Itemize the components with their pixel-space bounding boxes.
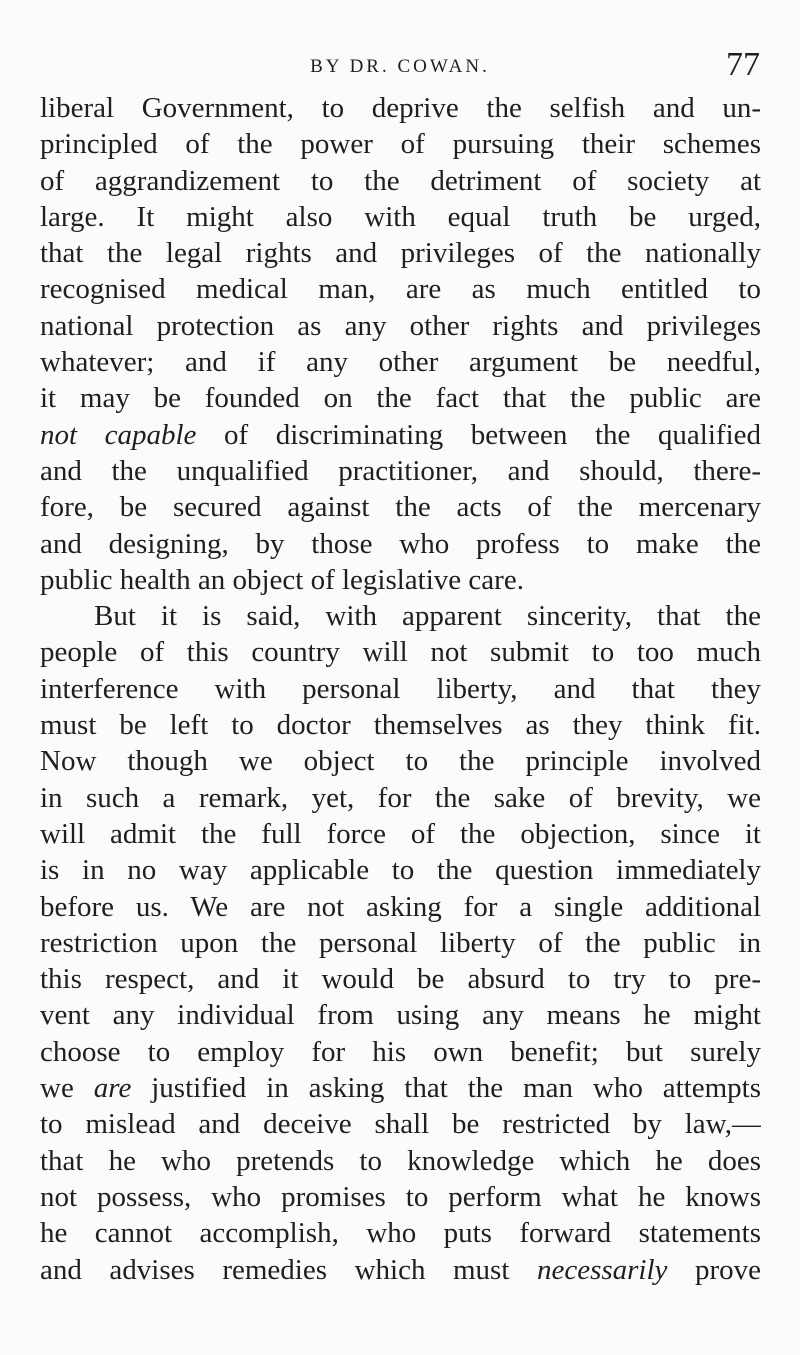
text-line: is in no way applicable to the question immediately [40,854,761,887]
italic-phrase: are [93,1072,132,1105]
text-line: Now though we object to the principle involved [40,745,761,778]
text-line: recognised medical man, are as much entitled to [40,273,761,306]
text-line: it may be founded on the fact that the public are [40,382,761,415]
text-line: choose to employ for his own benefit; but surely [40,1035,761,1068]
text-line: in such a remark, yet, for the sake of brevity, we [40,781,761,814]
text-line: to mislead and deceive shall be restricted by law,— [40,1108,761,1141]
line-text: and advises remedies which must [40,1253,537,1286]
body-text [40,90,761,1288]
line-text: of discriminating between the qualified [196,418,761,451]
text-line: this respect, and it would be absurd to try to pre- [40,963,761,996]
text-line: he cannot accomplish, who puts forward statements [40,1217,761,1250]
text-line: and designing, by those who profess to make the [40,527,761,560]
page-number: 77 [726,46,760,83]
text-line: people of this country will not submit to too much [40,636,761,669]
line-text: we [40,1072,94,1105]
text-line: before us. We are not asking for a single additional [40,890,761,923]
text-line: interference with personal liberty, and that they [40,672,761,705]
text-line: restriction upon the personal liberty of the public in [40,926,761,959]
text-line: public health an object of legislative care. [40,563,524,596]
text-line: national protection as any other rights and privileges [40,309,761,342]
paragraph-start: But it is said, with apparent sincerity, that the [94,600,761,633]
text-line: liberal Government, to deprive the selfish and un- [40,92,761,124]
text-line: that the legal rights and privileges of the nationally [40,237,761,270]
italic-phrase: necessarily [536,1253,668,1286]
text-line [40,1070,761,1106]
text-line: vent any individual from using any means he might [40,999,761,1032]
text-line: that he who pretends to knowledge which he does [40,1144,761,1177]
text-line [40,417,761,453]
text-line: principled of the power of pursuing their schemes [40,128,761,161]
line-text: prove [667,1253,761,1286]
page-header [0,48,800,88]
text-line: whatever; and if any other argument be needful, [40,346,761,379]
text-line [40,1252,761,1288]
text-line: large. It might also with equal truth be urged, [40,200,761,233]
text-line: and the unqualified practitioner, and should, there- [40,454,761,487]
text-line: will admit the full force of the objection, since it [40,817,761,850]
text-line: not possess, who promises to perform what he knows [40,1180,761,1213]
text-line: fore, be secured against the acts of the mercenary [40,491,761,524]
text-line: must be left to doctor themselves as they think fit. [40,709,761,742]
italic-phrase: not capable [40,418,197,451]
line-text: justified in asking that the man who attempts [131,1072,761,1105]
running-head: BY DR. COWAN. [310,56,490,77]
text-line: of aggrandizement to the detriment of society at [40,164,761,197]
